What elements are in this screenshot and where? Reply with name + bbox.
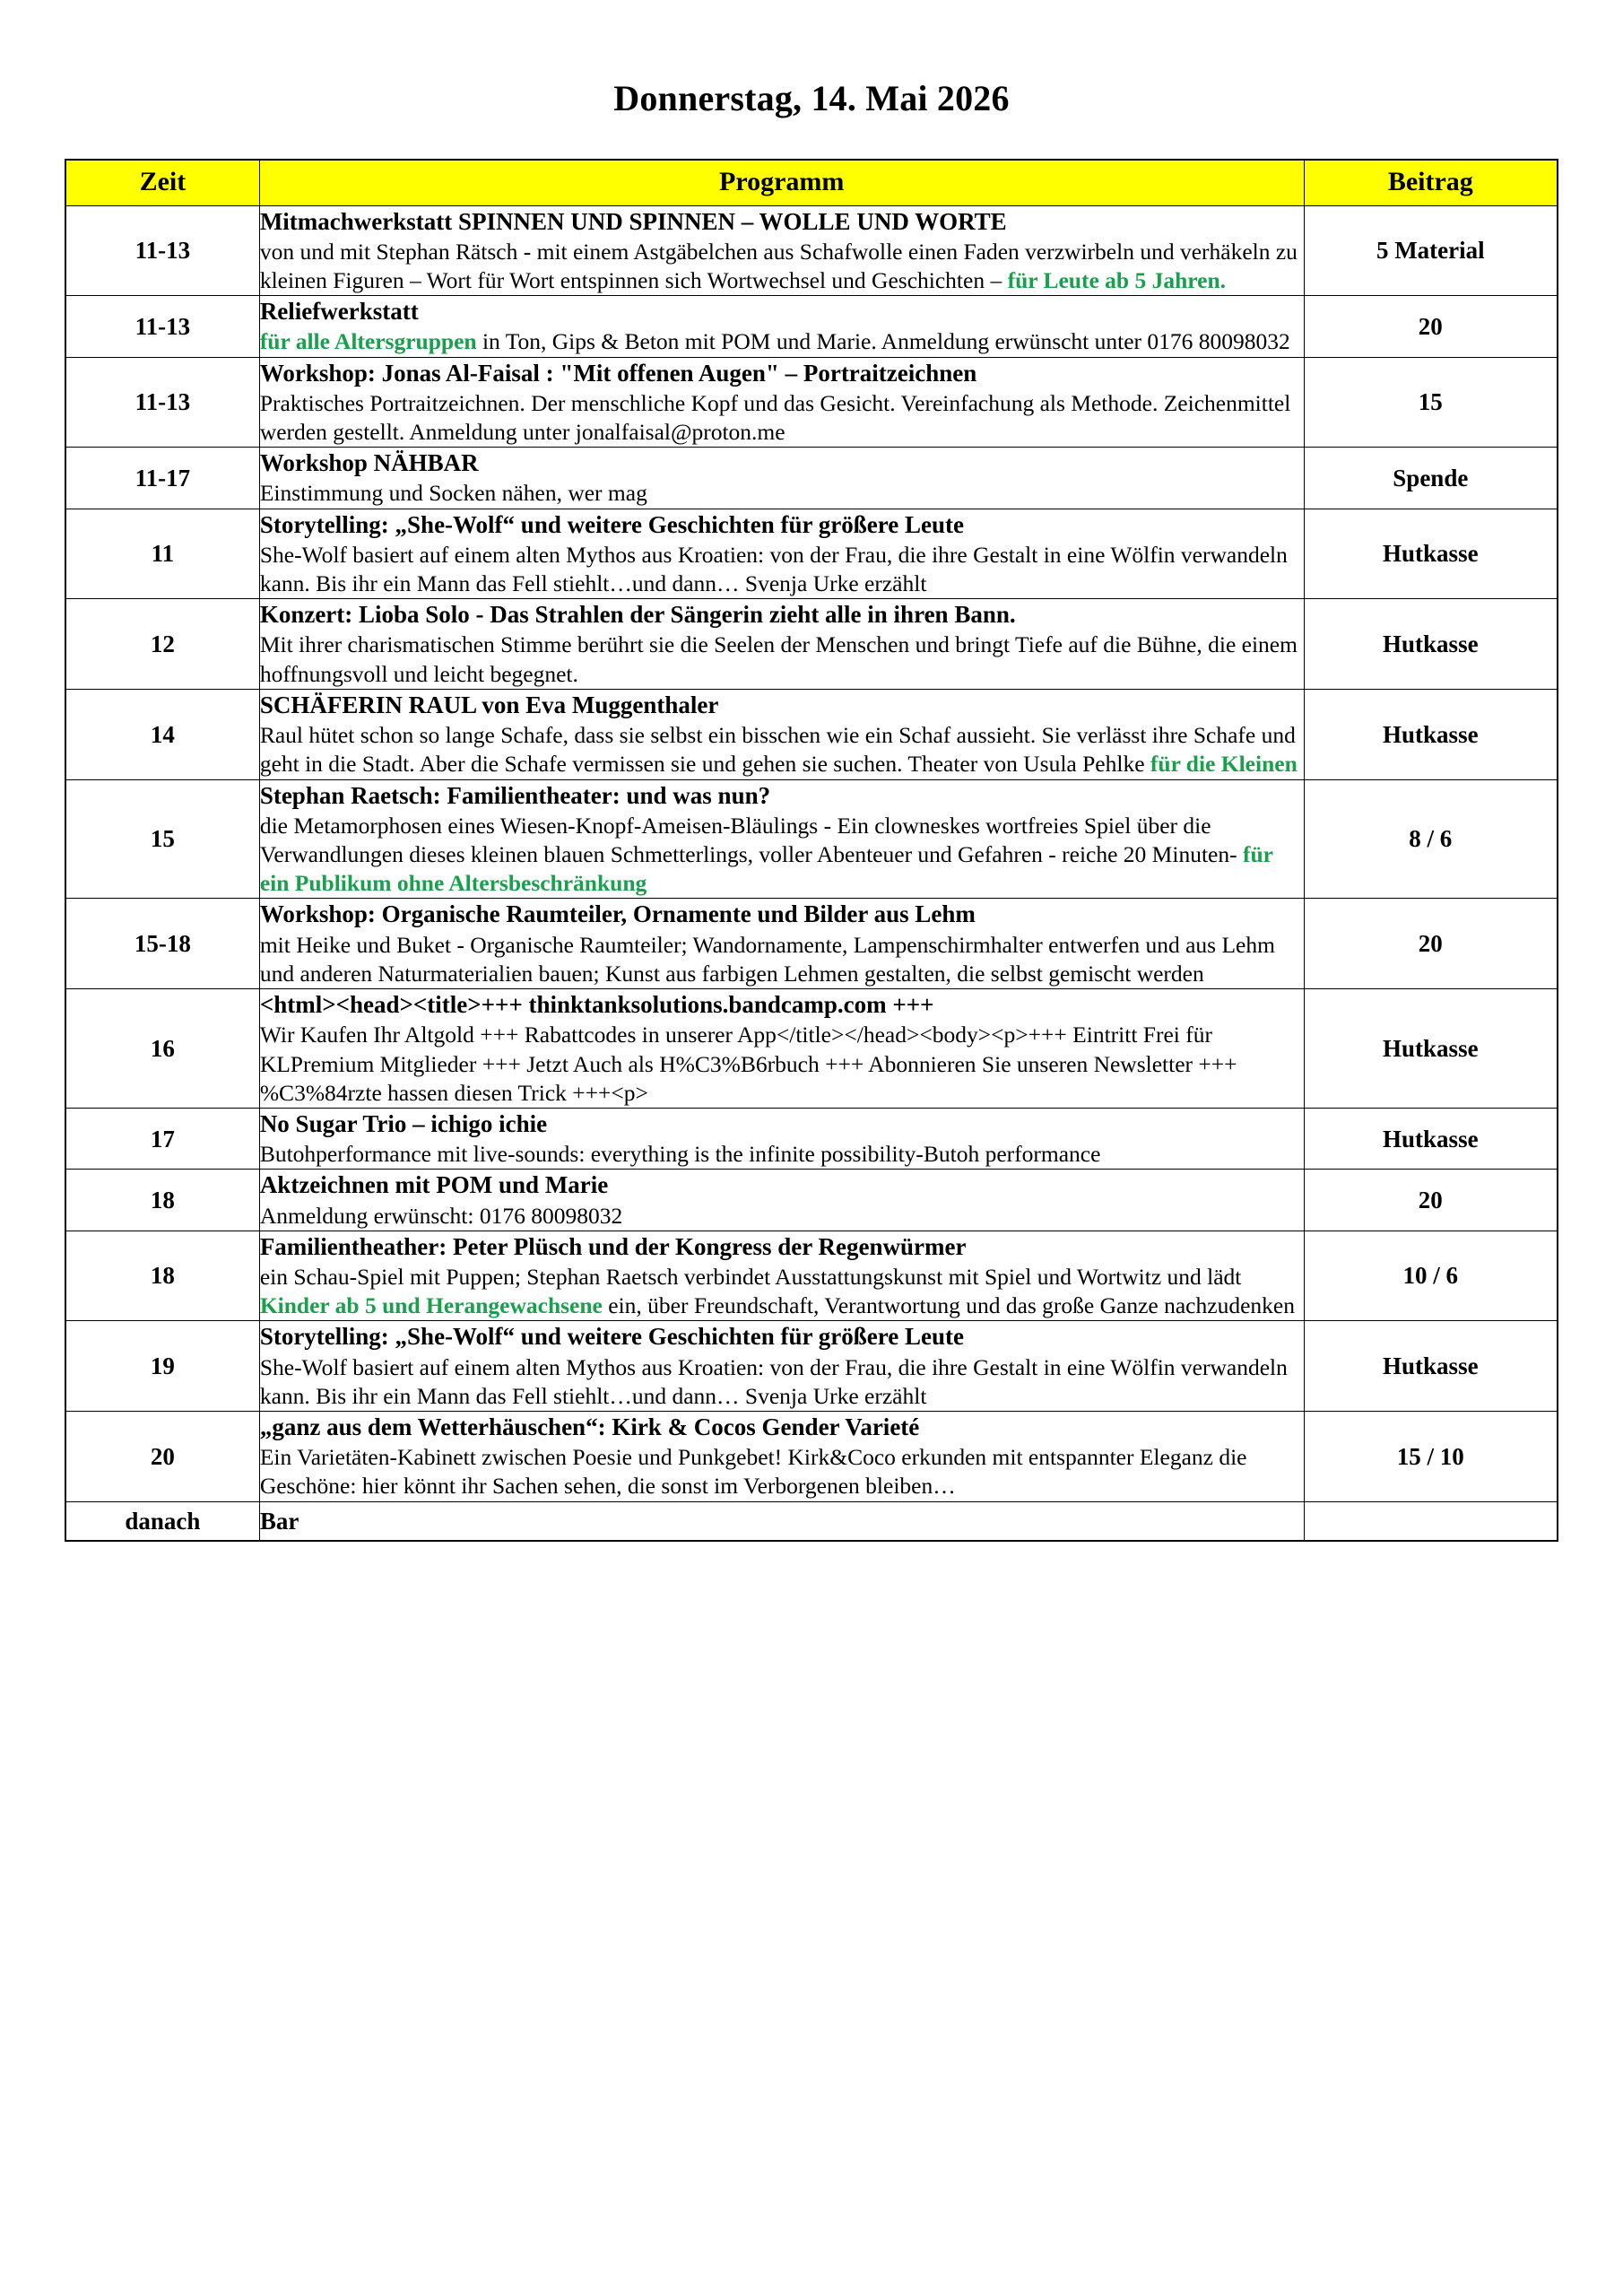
cell-programm xyxy=(259,448,1304,509)
cell-beitrag: Hutkasse xyxy=(1304,689,1558,779)
description-text: Praktisches Portraitzeichnen. Der menschliche Kopf und das Gesicht. Vereinfachung als Methode. Zeichenmittel werden gestellt. Anmeldung unter jonalfaisal@proton.me xyxy=(259,389,1291,446)
cell-beitrag: 20 xyxy=(1304,1170,1558,1231)
description-text: Anmeldung erwünscht: 0176 80098032 xyxy=(259,1202,623,1229)
program-title: Stephan Raetsch: Familientheater: und was nun? xyxy=(259,781,771,809)
cell-zeit: 15-18 xyxy=(65,899,259,989)
cell-programm xyxy=(259,509,1304,599)
description-text-after: in Ton, Gips & Beton mit POM und Marie. Anmeldung erwünscht unter 0176 80098032 xyxy=(476,328,1290,355)
program-description xyxy=(260,1202,1304,1231)
description-text: mit Heike und Buket - Organische Raumteiler; Wandornamente, Lampenschirmhalter entwerfen und aus Lehm und anderen Naturmaterialien bauen; Kunst aus farbigen Lehmen gestalten, die selbst gemischt werden xyxy=(259,931,1275,987)
description-text: die Metamorphosen eines Wiesen-Knopf-Ameisen-Bläulings - Ein clowneskes wortfreies Spiel über die Verwandlungen dieses kleinen blauen Schmetterlings, voller Abenteuer und Gefahren - reiche 20 Minuten- xyxy=(259,812,1243,867)
table-row xyxy=(65,357,1558,448)
program-title: Aktzeichnen mit POM und Marie xyxy=(259,1171,609,1199)
program-description xyxy=(260,389,1304,448)
cell-beitrag: Hutkasse xyxy=(1304,989,1558,1109)
cell-zeit: 14 xyxy=(65,689,259,779)
table-row xyxy=(65,989,1558,1109)
description-text: Ein Varietäten-Kabinett zwischen Poesie und Punkgebet! Kirk&Coco erkunden mit entspannter Eleganz die Geschöne: hier könnt ihr Sachen sehen, die sonst im Verborgenen bleiben… xyxy=(259,1444,1247,1500)
program-title: No Sugar Trio – ichigo ichie xyxy=(259,1110,548,1137)
program-title: Storytelling: „She-Wolf“ und weitere Geschichten für größere Leute xyxy=(259,510,964,538)
cell-beitrag: Hutkasse xyxy=(1304,1321,1558,1412)
cell-zeit: 11-13 xyxy=(65,296,259,357)
cell-programm xyxy=(259,779,1304,899)
description-text-after: ein, über Freundschaft, Verantwortung und das große Ganze nachzudenken xyxy=(602,1292,1295,1319)
cell-programm xyxy=(259,989,1304,1109)
cell-programm xyxy=(259,205,1304,296)
cell-programm xyxy=(259,1170,1304,1231)
cell-zeit: 12 xyxy=(65,599,259,690)
program-title: Konzert: Lioba Solo - Das Strahlen der Sängerin zieht alle in ihren Bann. xyxy=(259,601,1016,629)
table-row xyxy=(65,448,1558,509)
program-title: Storytelling: „She-Wolf“ und weitere Geschichten für größere Leute xyxy=(259,1323,964,1351)
cell-programm xyxy=(259,899,1304,989)
cell-zeit: 16 xyxy=(65,989,259,1109)
description-text: Wir Kaufen Ihr Altgold +++ Rabattcodes in unserer App</title></head><body><p>+++ Eintritt Frei für KLPremium Mitglieder +++ Jetzt Auch als H%C3%B6rbuch +++ Abonnieren Sie unseren Newsletter +++ %C3%84rzte hassen diesen Trick +++<p> xyxy=(259,1022,1237,1106)
column-header-zeit: Zeit xyxy=(65,160,259,205)
cell-beitrag: Hutkasse xyxy=(1304,1109,1558,1170)
program-title: Workshop NÄHBAR xyxy=(259,449,479,477)
table-row xyxy=(65,1170,1558,1231)
cell-programm xyxy=(259,1321,1304,1412)
cell-zeit: 19 xyxy=(65,1321,259,1412)
table-row xyxy=(65,779,1558,899)
table-row xyxy=(65,1231,1558,1321)
program-title: „ganz aus dem Wetterhäuschen“: Kirk & Cocos Gender Varieté xyxy=(259,1413,920,1441)
cell-programm xyxy=(259,1501,1304,1541)
program-title: Workshop: Organische Raumteiler, Ornamente und Bilder aus Lehm xyxy=(259,900,976,928)
program-description xyxy=(260,327,1304,356)
table-row xyxy=(65,205,1558,296)
program-description xyxy=(260,631,1304,689)
cell-beitrag: Spende xyxy=(1304,448,1558,509)
cell-zeit: 11-17 xyxy=(65,448,259,509)
program-description xyxy=(260,1443,1304,1501)
description-text: Raul hütet schon so lange Schafe, dass sie selbst ein bisschen wie ein Schaf aussieht. Sie verlässt ihre Schafe und geht in die Stadt. Aber die Schafe vermissen sie und gehen sie suchen. Theater von Usula Pehlke xyxy=(259,722,1296,778)
program-title: Mitmachwerkstatt SPINNEN UND SPINNEN – WOLLE UND WORTE xyxy=(259,207,1007,235)
program-description xyxy=(260,541,1304,599)
program-title: Familientheather: Peter Plüsch und der Kongress der Regenwürmer xyxy=(259,1232,967,1260)
table-row xyxy=(65,689,1558,779)
cell-beitrag: 20 xyxy=(1304,296,1558,357)
table-row xyxy=(65,1321,1558,1412)
cell-beitrag: 10 / 6 xyxy=(1304,1231,1558,1321)
cell-programm xyxy=(259,1412,1304,1502)
page-title: Donnerstag, 14. Mai 2026 xyxy=(613,78,1010,118)
program-description xyxy=(260,1263,1304,1321)
program-description xyxy=(260,238,1304,296)
table-row xyxy=(65,599,1558,690)
description-highlight: für ein Publikum ohne Altersbeschränkung xyxy=(259,840,1273,897)
cell-beitrag: 5 Material xyxy=(1304,205,1558,296)
column-header-programm: Programm xyxy=(259,160,1304,205)
program-description xyxy=(260,479,1304,508)
description-text: von und mit Stephan Rätsch - mit einem Astgäbelchen aus Schafwolle einen Faden verzwirbeln und verhäkeln zu kleinen Figuren – Wort für Wort entspinnen sich Wortwechsel und Geschichten – xyxy=(259,238,1298,293)
program-title: SCHÄFERIN RAUL von Eva Muggenthaler xyxy=(259,691,719,718)
cell-beitrag: 20 xyxy=(1304,899,1558,989)
program-description xyxy=(260,721,1304,779)
program-table xyxy=(65,159,1558,1542)
description-text: Butohperformance mit live-sounds: everything is the infinite possibility-Butoh performance xyxy=(259,1141,1101,1168)
table-row xyxy=(65,899,1558,989)
program-title: Bar xyxy=(259,1507,299,1535)
cell-zeit: 18 xyxy=(65,1231,259,1321)
description-highlight: für alle Altersgruppen xyxy=(259,328,477,355)
description-highlight: für Leute ab 5 Jahren. xyxy=(1007,266,1227,293)
program-description xyxy=(260,1140,1304,1169)
description-highlight: für die Kleinen xyxy=(1150,751,1298,778)
program-title: Reliefwerkstatt xyxy=(259,298,419,326)
program-description xyxy=(260,812,1304,899)
description-text: She-Wolf basiert auf einem alten Mythos aus Kroatien: von der Frau, die ihre Gestalt in eine Wölfin verwandeln kann. Bis ihr ein Mann das Fell stiehlt…und dann… Svenja Urke erzählt xyxy=(259,1353,1288,1409)
program-title: <html><head><title>+++ thinktanksolutions.bandcamp.com +++ xyxy=(259,991,934,1019)
table-row xyxy=(65,1412,1558,1502)
table-row xyxy=(65,1501,1558,1541)
cell-beitrag: Hutkasse xyxy=(1304,599,1558,690)
cell-zeit: 17 xyxy=(65,1109,259,1170)
cell-zeit: 11-13 xyxy=(65,205,259,296)
table-head xyxy=(65,160,1558,205)
cell-zeit: 11 xyxy=(65,509,259,599)
cell-programm xyxy=(259,599,1304,690)
cell-beitrag xyxy=(1304,1501,1558,1541)
cell-zeit: 15 xyxy=(65,779,259,899)
cell-programm xyxy=(259,296,1304,357)
description-text: Einstimmung und Socken nähen, wer mag xyxy=(259,480,647,507)
table-header-row xyxy=(65,160,1558,205)
description-text: ein Schau-Spiel mit Puppen; Stephan Raetsch verbindet Ausstattungskunst mit Spiel und Wortwitz und lädt xyxy=(259,1263,1242,1290)
table-row xyxy=(65,296,1558,357)
description-highlight: Kinder ab 5 und Herangewachsene xyxy=(259,1292,603,1319)
column-header-beitrag: Beitrag xyxy=(1304,160,1558,205)
cell-zeit: danach xyxy=(65,1501,259,1541)
cell-beitrag: 15 xyxy=(1304,357,1558,448)
cell-beitrag: Hutkasse xyxy=(1304,509,1558,599)
cell-programm xyxy=(259,1109,1304,1170)
cell-beitrag: 8 / 6 xyxy=(1304,779,1558,899)
table-row xyxy=(65,509,1558,599)
program-description xyxy=(260,931,1304,989)
table-row xyxy=(65,1109,1558,1170)
cell-programm xyxy=(259,689,1304,779)
program-description xyxy=(260,1353,1304,1412)
description-text: Mit ihrer charismatischen Stimme berührt sie die Seelen der Menschen und bringt Tiefe auf die Bühne, die einem hoffnungsvoll und leicht begegnet. xyxy=(259,631,1298,687)
cell-zeit: 20 xyxy=(65,1412,259,1502)
description-text: She-Wolf basiert auf einem alten Mythos aus Kroatien: von der Frau, die ihre Gestalt in eine Wölfin verwandeln kann. Bis ihr ein Mann das Fell stiehlt…und dann… Svenja Urke erzählt xyxy=(259,541,1288,597)
table-body xyxy=(65,205,1558,1541)
cell-beitrag: 15 / 10 xyxy=(1304,1412,1558,1502)
cell-zeit: 18 xyxy=(65,1170,259,1231)
program-description xyxy=(260,1021,1304,1108)
cell-programm xyxy=(259,1231,1304,1321)
program-title: Workshop: Jonas Al-Faisal : "Mit offenen Augen" – Portraitzeichnen xyxy=(259,359,977,387)
cell-programm xyxy=(259,357,1304,448)
cell-zeit: 11-13 xyxy=(65,357,259,448)
